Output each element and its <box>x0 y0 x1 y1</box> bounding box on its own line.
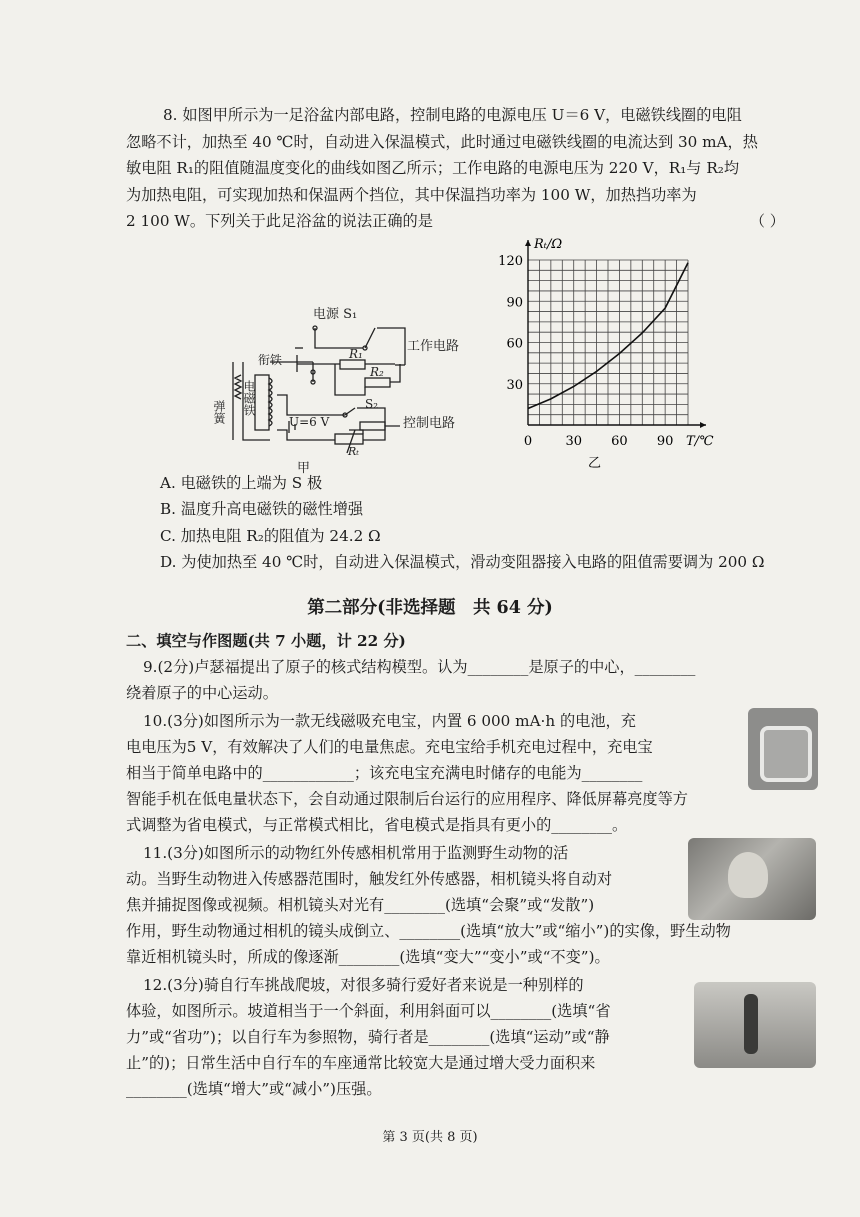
circuit-label-rt: Rₜ <box>348 445 359 458</box>
q12-line-4: 止”的)；日常生活中自行车的车座通常比较宽大是通过增大受力面积来 <box>126 1054 596 1072</box>
chart-y-tick-label: 120 <box>498 254 523 269</box>
q11-line-3: 焦并捕捉图像或视频。相机镜头对光有________(选填“会聚”或“发散”) <box>126 896 595 914</box>
circuit-diagram <box>212 300 480 476</box>
chart-x-tick-label: 90 <box>656 434 674 449</box>
circuit-label-power: 电源 S₁ <box>313 307 358 322</box>
circuit-label-r2: R₂ <box>370 365 384 379</box>
q8-option-b: B. 温度升高电磁铁的磁性增强 <box>160 500 364 518</box>
chart-x-tick-label: 0 <box>523 434 533 449</box>
chart-x-axis-label: T/℃ <box>686 434 714 449</box>
circuit-label-magnet: 电磁铁 <box>242 380 256 416</box>
circuit-label-spring: 弹簧 <box>212 400 226 424</box>
cycling-photo <box>694 982 816 1068</box>
q11-line-2: 动。当野生动物进入传感器范围时，触发红外传感器，相机镜头将自动对 <box>126 870 612 888</box>
q8-line-4: 为加热电阻，可实现加热和保温两个挡位，其中保温挡功率为 100 W，加热挡功率为 <box>126 186 697 204</box>
circuit-label-r1: R₁ <box>349 347 363 361</box>
q8-line-2: 忽略不计，加热至 40 ℃时，自动进入保温模式，此时通过电磁铁线圈的电流达到 30 mA，热 <box>126 133 758 151</box>
chart-y-axis-label: Rₜ/Ω <box>534 237 563 252</box>
q10-line-4: 智能手机在低电量状态下，会自动通过限制后台运行的应用程序、降低屏幕亮度等方 <box>126 790 688 808</box>
circuit-label-armature: 衔铁 <box>258 353 283 367</box>
chart-y-tick-label: 90 <box>506 295 523 311</box>
q8-answer-paren: （ ） <box>750 212 785 230</box>
q12-line-3: 力”或“省功”)；以自行车为参照物，骑行者是________(选填“运动”或“静 <box>126 1028 610 1046</box>
part2-heading: 第二部分(非选择题 共 64 分) <box>307 598 553 618</box>
page-footer: 第 3 页(共 8 页) <box>382 1130 478 1145</box>
chart-y-arrow <box>525 240 531 246</box>
q8-option-d: D. 为使加热至 40 ℃时，自动进入保温模式，滑动变阻器接入电路的阻值需要调为 200 Ω <box>160 553 765 571</box>
q10-line-2: 电电压为5 V，有效解决了人们的电量焦虑。充电宝给手机充电过程中，充电宝 <box>126 738 653 756</box>
q8-line-1: 8. 如图甲所示为一足浴盆内部电路，控制电路的电源电压 U＝6 V，电磁铁线圈的电阻 <box>163 106 742 124</box>
q8-line-3: 敏电阻 R₁的阻值随温度变化的曲线如图乙所示；工作电路的电源电压为 220 V，R₁与 R₂均 <box>126 159 740 177</box>
q10-line-1: 10.(3分)如图所示为一款无线磁吸充电宝，内置 6 000 mA·h 的电池，充 <box>143 712 636 730</box>
q11-line-4: 作用，野生动物通过相机的镜头成倒立、________(选填“放大”或“缩小”)的实像，野生动物 <box>126 922 731 940</box>
q8-option-a: A. 电磁铁的上端为 S 极 <box>160 474 323 492</box>
circuit-label-s2: S₂ <box>365 397 379 411</box>
q9-line-1: 9.(2分)卢瑟福提出了原子的核式结构模型。认为________是原子的中心，________ <box>143 658 696 676</box>
circuit-label-work: 工作电路 <box>407 339 460 354</box>
chart-y-tick-label: 60 <box>506 336 523 352</box>
chart-x-tick-label: 60 <box>611 434 628 449</box>
q11-line-5: 靠近相机镜头时，所成的像逐渐________(选填“变大”“变小”或“不变”)。 <box>126 948 610 966</box>
q12-line-1: 12.(3分)骑自行车挑战爬坡，对很多骑行爱好者来说是一种别样的 <box>143 976 584 994</box>
q9-line-2: 绕着原子的中心运动。 <box>126 684 278 702</box>
q10-line-5: 式调整为省电模式，与正常模式相比，省电模式是指具有更小的________。 <box>126 816 628 834</box>
chart-y-tick-label: 30 <box>506 377 523 393</box>
q10-line-3: 相当于简单电路中的____________；该充电宝充满电时储存的电能为________ <box>126 764 643 782</box>
rt-temperature-chart <box>488 232 728 472</box>
q8-line-5: 2 100 W。下列关于此足浴盆的说法正确的是 <box>126 212 433 230</box>
circuit-label-u: U=6 V <box>289 415 330 429</box>
q8-option-c: C. 加热电阻 R₂的阻值为 24.2 Ω <box>160 527 381 545</box>
q12-line-5: ________(选填“增大”或“减小”)压强。 <box>126 1080 382 1098</box>
power-bank-photo <box>748 708 818 790</box>
wildlife-camera-photo <box>688 838 816 920</box>
circuit-caption: 甲 <box>297 461 311 476</box>
chart-caption: 乙 <box>588 456 602 471</box>
circuit-label-control: 控制电路 <box>403 416 456 431</box>
q11-line-1: 11.(3分)如图所示的动物红外传感相机常用于监测野生动物的活 <box>143 844 569 862</box>
chart-x-arrow <box>700 422 706 428</box>
chart-x-tick-label: 30 <box>565 434 582 449</box>
q12-line-2: 体验，如图所示。坡道相当于一个斜面，利用斜面可以________(选填“省 <box>126 1002 611 1020</box>
section-heading: 二、填空与作图题(共 7 小题，计 22 分) <box>126 632 406 650</box>
